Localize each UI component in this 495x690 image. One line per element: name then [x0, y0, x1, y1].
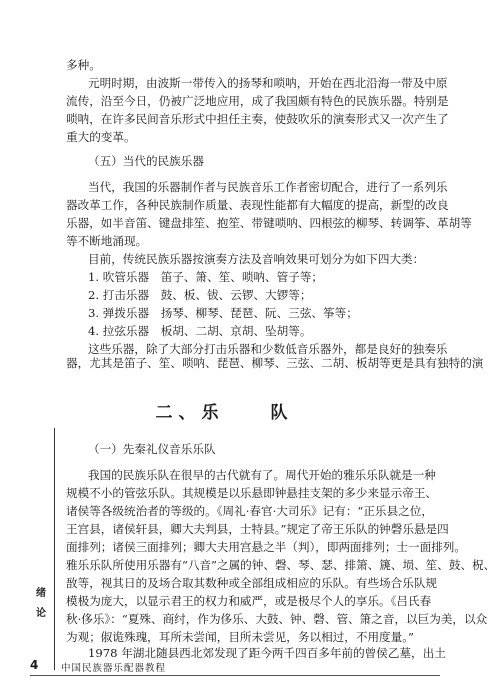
body-line: 流传，沿至今日，仍被广泛地应用，成了我国颇有特色的民族乐器。特别是: [66, 94, 449, 108]
body-line: 这些乐器，除了大部分打击乐器和少数低音乐器外，都是良好的独奏乐: [88, 342, 448, 356]
body-line: 器改革工作，各种民族制作质量、表现性能都有大幅度的提高，新型的改良: [66, 198, 449, 212]
section-heading: （一）先秦礼仪音乐乐队: [88, 442, 216, 456]
body-line: 我国的民族乐队在很早的古代就有了。周代开始的雅乐乐队就是一种: [88, 468, 436, 482]
list-item: 1. 吹管乐器 笛子、箫、笙、唢呐、管子等；: [88, 270, 324, 284]
footer-rule: [30, 675, 440, 676]
body-line: 器，尤其是笛子、笙、唢呐、琵琶、柳琴、三弦、二胡、板胡等更是具有独特的演: [66, 356, 484, 370]
body-line: 乐器，如半音笛、键盘排笙、抱笙、带键唢呐、四根弦的柳琴、转调筝、革胡等: [66, 216, 472, 230]
list-item: 3. 弹拨乐器 扬琴、柳琴、琵琶、阮、三弦、筝等；: [88, 306, 358, 320]
body-line: 为观；俶诡殊瑰，耳所未尝闻，目所未尝见，务以相过，不用度量。”: [66, 630, 414, 644]
body-line: 雅乐乐队所使用乐器有“八音”之属的钟、磬、琴、瑟、排箫、篪、埙、笙、鼓、柷、: [66, 558, 495, 572]
body-line: 规模不小的管弦乐队。其规模是以乐悬即钟悬挂支架的多少来显示帝王、: [66, 486, 438, 500]
body-line: 模极为庞大，以显示君王的权力和威严，或是极尽个人的享乐。《吕氏春: [66, 594, 432, 608]
body-line: 面排列；诸侯三面排列；卿大夫用宫悬之半（判），即两面排列；士一面排列。: [66, 540, 466, 554]
margin-rule: [54, 428, 55, 670]
body-line: 重大的变革。: [66, 130, 136, 144]
body-line: 目前，传统民族乐器按演奏方法及音响效果可划分为如下四大类：: [88, 252, 425, 266]
body-line: 当代，我国的乐器制作者与民族音乐工作者密切配合，进行了一系列乐: [88, 180, 448, 194]
body-line: 王宫县，诸侯轩县，卿大夫判县，士特县。”规定了帝王乐队的钟磬乐悬是四: [66, 522, 449, 536]
margin-label-char: 论: [36, 608, 46, 619]
body-line: 多种。: [66, 58, 101, 72]
margin-label-char: 绪: [36, 588, 46, 599]
book-title: 中国民族器乐配器教程: [61, 663, 167, 674]
body-line: 1978 年湖北随县西北郊发现了距今两千四百多年前的曾侯乙墓，出土: [88, 646, 446, 660]
body-line: 诸侯等各级统治者的等级的。《周礼·春官·大司乐》记有：“正乐县之位，: [66, 504, 433, 518]
page-number: 4: [30, 658, 39, 672]
chapter-title: 二、乐 队: [155, 403, 294, 423]
section-heading: （五）当代的民族乐器: [88, 154, 204, 168]
body-line: 秋·侈乐》：“夏殊、商纣，作为侈乐、大鼓、钟、磬、管、箫之音，以巨为美，以众: [66, 612, 488, 626]
body-line: 唢呐，在许多民间音乐形式中担任主奏，使鼓吹乐的演奏形式又一次产生了: [66, 112, 449, 126]
body-line: 等不断地涌现。: [66, 234, 148, 248]
list-item: 4. 拉弦乐器 板胡、二胡、京胡、坠胡等。: [88, 324, 312, 338]
body-line: 元明时期，由波斯一带传入的扬琴和唢呐，开始在西北沿海一带及中原: [88, 76, 448, 90]
list-item: 2. 打击乐器 鼓、板、钹、云锣、大锣等；: [88, 288, 312, 302]
body-line: 敔等，视其日的及场合取其数种或全部组成相应的乐队。有些场合乐队规: [66, 576, 438, 590]
